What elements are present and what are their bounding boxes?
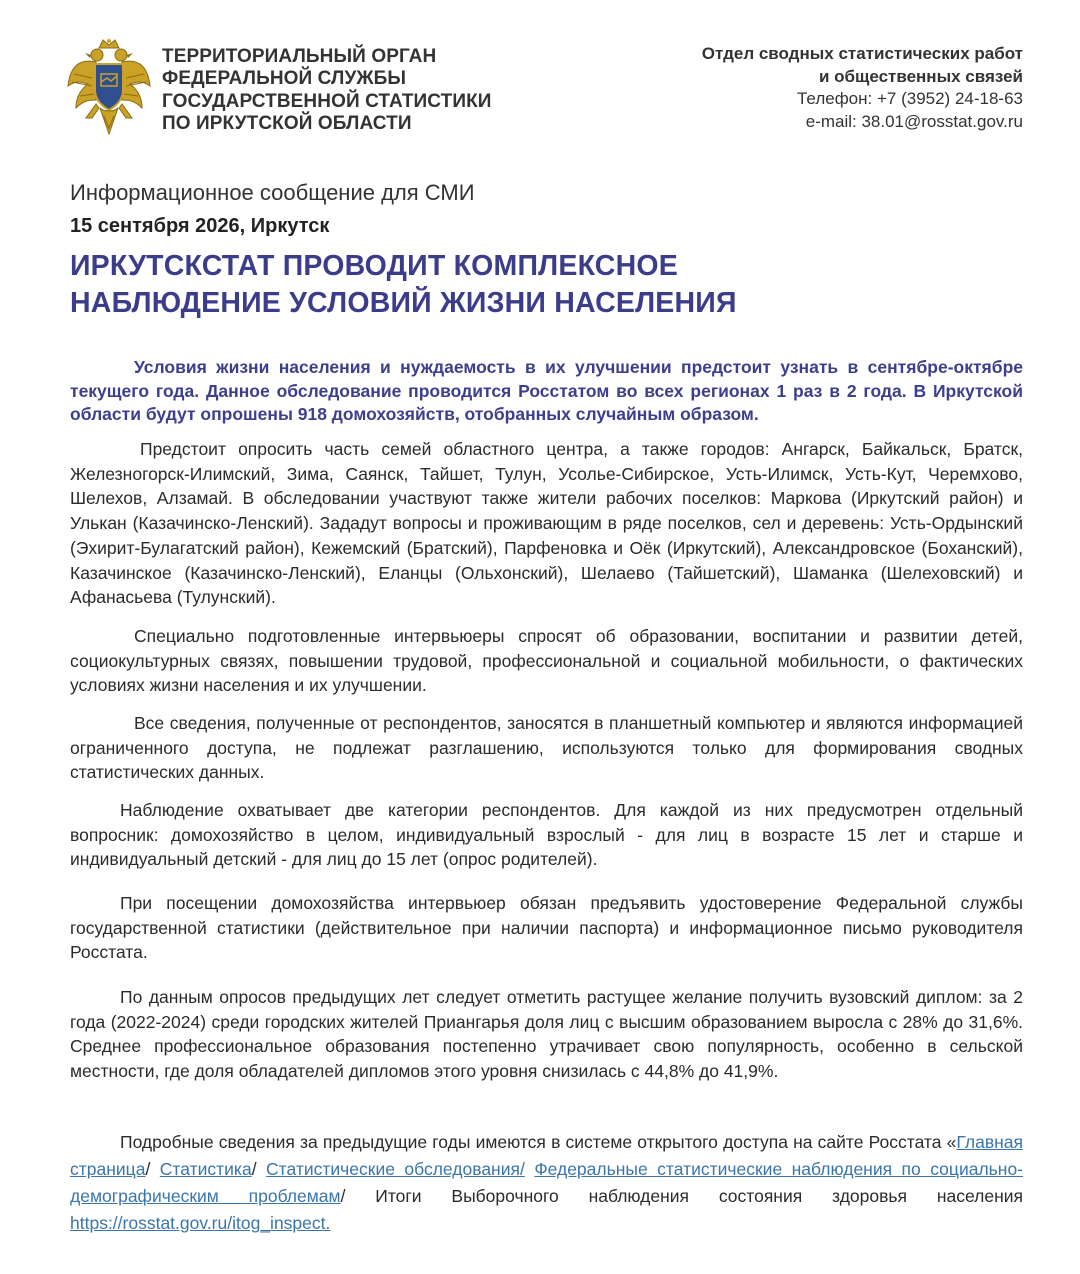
department-name: Отдел сводных статистических работ bbox=[701, 44, 1023, 63]
org-line: ФЕДЕРАЛЬНОЙ СЛУЖБЫ bbox=[162, 68, 407, 90]
paragraph-confidentiality: Все сведения, полученные от респондентов, заносятся в планшетный компьютер и являются информацией ограниченного доступа, не подлежат разглашению, используются только для формирования сводных статистических данных. bbox=[70, 713, 1023, 783]
link-main-page[interactable]: Главная страница bbox=[70, 1132, 1023, 1179]
email-address: e-mail: 38.01@rosstat.gov.ru bbox=[805, 111, 1023, 131]
path-separator: / bbox=[251, 1159, 267, 1179]
department-name-cont: и общественных связей bbox=[818, 66, 1023, 86]
headline-line: ИРКУТСКСТАТ ПРОВОДИТ КОМПЛЕКСНОЕ bbox=[70, 250, 678, 282]
headline-line: НАБЛЮДЕНИЕ УСЛОВИЙ ЖИЗНИ НАСЕЛЕНИЯ bbox=[70, 287, 737, 319]
paragraph-topics: Специально подготовленные интервьюеры спросят об образовании, воспитании и развитии детей, социокультурных связях, повышении трудовой, профессиональной и социальной мобильности, о фактических условиях жизни населения и их улучшении. bbox=[70, 626, 1023, 696]
contact-block bbox=[603, 43, 1023, 133]
org-line: ТЕРРИТОРИАЛЬНЫЙ ОРГАН bbox=[162, 46, 437, 67]
org-line: ПО ИРКУТСКОЙ ОБЛАСТИ bbox=[162, 112, 412, 134]
headline bbox=[70, 248, 970, 322]
paragraph-education-stats: По данным опросов предыдущих лет следует отметить растущее желание получить вузовский диплом: за 2 года (2022-2024) среди городских жителей Приангарья доля лиц с высшим образованием выросла с 28% до 31,6%. Среднее профессиональное образования постепенно утрачивает свою популярность, особенно в сельской местности, где доля обладателей дипломов этого уровня снизилась с 44,8% до 41,9%. bbox=[70, 987, 1023, 1082]
sources-tail: / Итоги Выборочного наблюдения состояния здоровья населения bbox=[340, 1186, 1023, 1206]
lead-paragraph: Условия жизни населения и нуждаемость в их улучшении предстоит узнать в сентябре-октябре текущего года. Данное обследование проводится Росстатом во всех регионах 1 раз в 2 года. В Иркутской области будут опрошены 918 домохозяйств, отобранных случайным образом. bbox=[70, 357, 1023, 424]
org-line: ГОСУДАРСТВЕННОЙ СТАТИСТИКИ bbox=[162, 90, 492, 112]
organization-name bbox=[162, 46, 502, 135]
path-separator bbox=[525, 1159, 534, 1179]
link-statistics[interactable]: Статистика bbox=[159, 1159, 252, 1179]
path-separator: / bbox=[145, 1159, 160, 1179]
paragraph-sources bbox=[70, 1129, 1023, 1237]
paragraph-categories: Наблюдение охватывает две категории респондентов. Для каждой из них предусмотрен отдельный вопросник: домохозяйство в целом, индивидуальный взрослый - для лиц в возрасте 15 лет и старше и индивидуальный детский - для лиц до 15 лет (опрос родителей). bbox=[70, 800, 1023, 870]
paragraph-interviewer-id: При посещении домохозяйства интервьюер обязан предъявить удостоверение Федеральной службы государственной статистики (действительное при наличии паспорта) и информационное письмо руководителя Росстата. bbox=[70, 893, 1023, 963]
link-surveys[interactable]: Статистические обследования/ bbox=[266, 1159, 525, 1179]
phone-number: Телефон: +7 (3952) 24-18-63 bbox=[797, 89, 1023, 108]
document-kind: Информационное сообщение для СМИ bbox=[70, 180, 475, 205]
paragraph-settlements: Предстоит опросить часть семей областного центра, а также городов: Ангарск, Байкальск, Братск, Железногорск-Илимский, Зима, Саянск, Тайшет, Тулун, Усолье-Сибирское, Усть-Илимск, Усть-Кут, Черемхово, Шелехов, Алзамай. В обследовании участвуют также жители рабочих поселков: Маркова (Иркутский район) и Улькан (Казачинско-Ленский). Зададут вопросы и проживающим в ряде поселков, сел и деревень: Усть-Ордынский (Эхирит-Булагатский район), Кежемский (Братский), Парфеновка и Оёк (Иркутский), Александровское (Боханский), Казачинское (Казачинско-Ленский), Еланцы (Ольхонский), Шелаево (Тайшетский), Шаманка (Шелеховский) и Афанасьева (Тулунский). bbox=[70, 439, 1023, 608]
link-federal-observations[interactable]: Федеральные статистические наблюдения по социально-демографическим проблемам bbox=[70, 1159, 1024, 1206]
link-itog-inspect[interactable]: https://rosstat.gov.ru/itog_inspect. bbox=[70, 1213, 331, 1233]
rosstat-emblem-icon bbox=[66, 38, 152, 138]
release-date: 15 сентября 2026, Иркутск bbox=[70, 215, 330, 237]
sources-intro: Подробные сведения за предыдущие годы имеются в системе открытого доступа на сайте Росстата « bbox=[120, 1132, 957, 1152]
